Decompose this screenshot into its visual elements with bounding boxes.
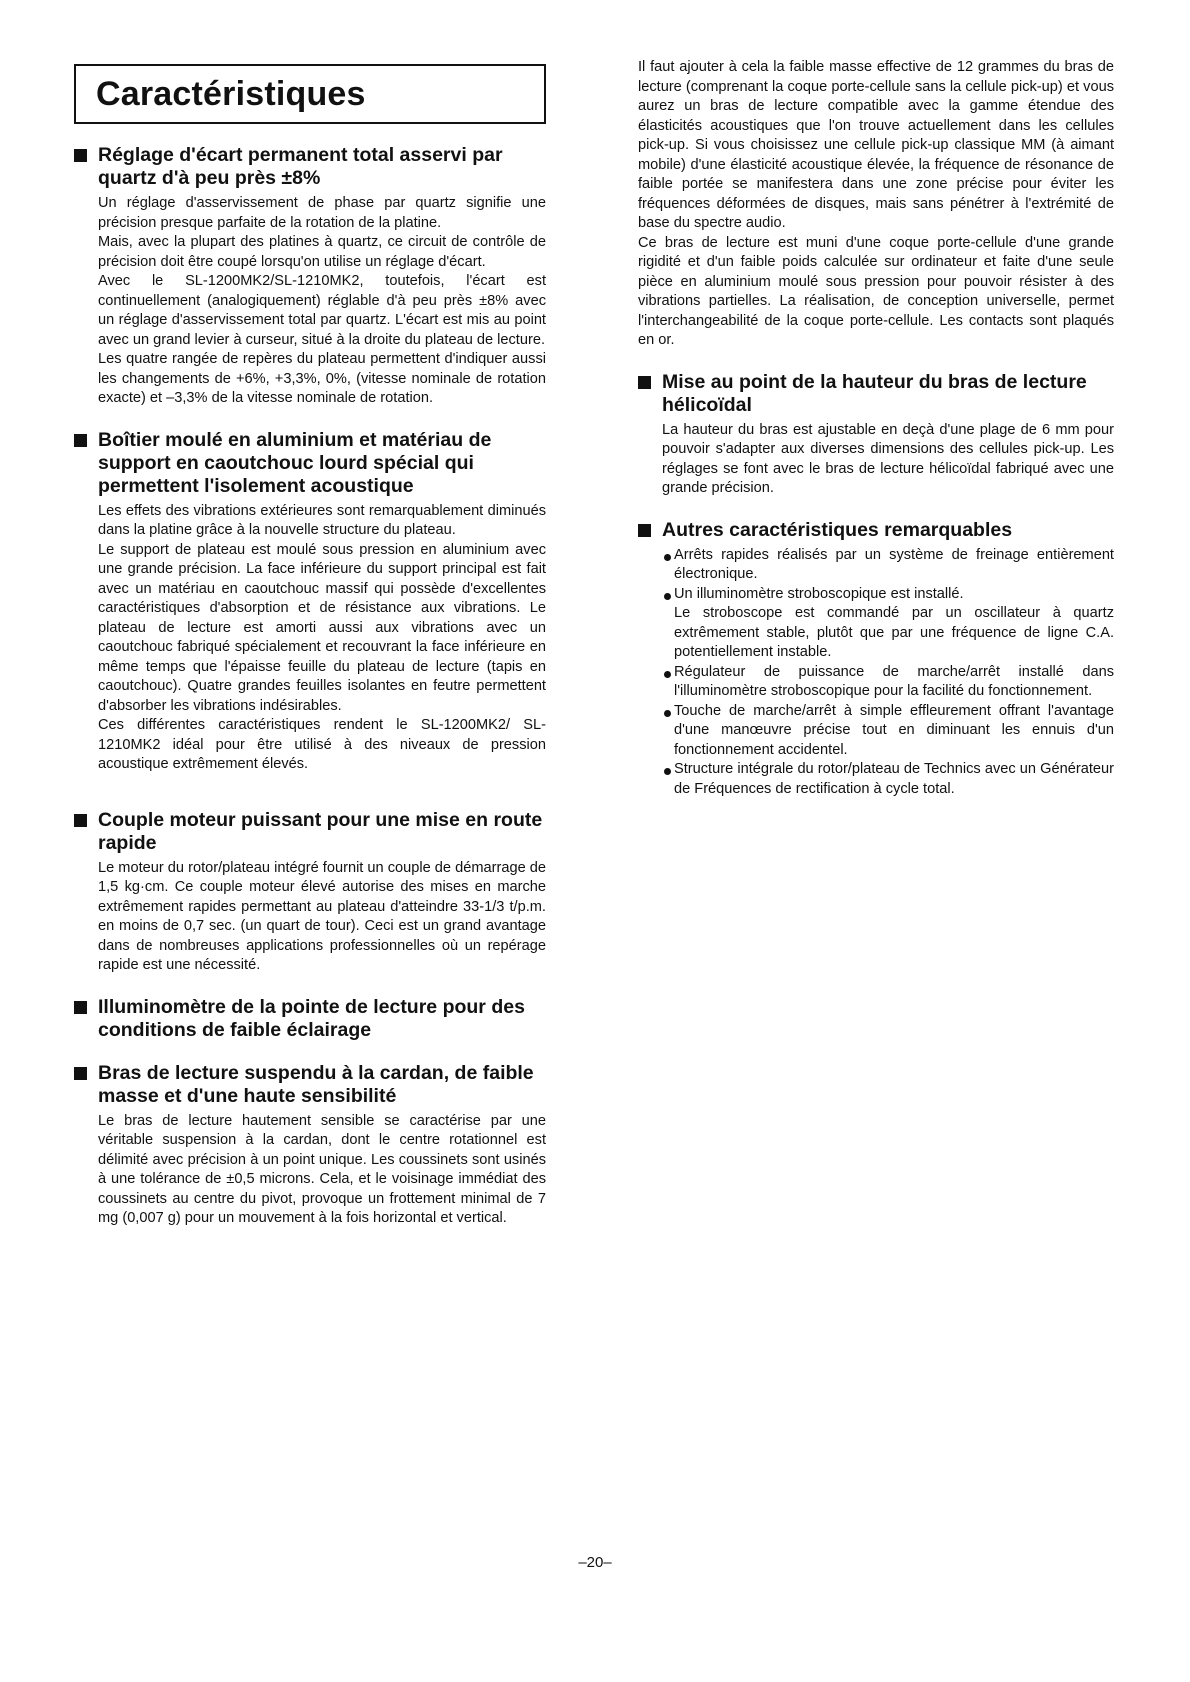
right-column	[638, 58, 1114, 819]
paragraph: Ce bras de lecture est muni d'une coque porte-cellule d'une grande rigidité et d'un faible poids calculée sur ordinateur et faite d'une seule pièce en aluminium moulé sous pression pour pouvoir résister à des vibrations partielles. La réalisation, de conception universelle, permet l'interchangeabilité de la coque porte-cellule. Les contacts sont plaqués en or.	[638, 234, 1114, 348]
dot-bullet-icon	[664, 710, 671, 717]
paragraph: Le support de plateau est moulé sous pression en aluminium avec une grande précision. La face inférieure du support principal est fait avec un matériau en caoutchouc massif qui possède d'excellentes caractéristiques d'absorption et de résistance aux vibrations. Le plateau de lecture est amorti aussi aux vibrations avec un caoutchouc fabriqué spécialement et recouvrant la face inférieure en même temps que l'épaisse feuille du plateau de lecture (tapis en caoutchouc). Quatre grandes feuilles isolantes en feutre permettent d'absorber les vibrations indésirables.	[98, 541, 546, 714]
square-bullet-icon	[638, 524, 651, 537]
section-body	[74, 1112, 546, 1229]
section-heading	[638, 519, 1114, 542]
section-intro	[638, 58, 1114, 351]
paragraph: Les quatre rangée de repères du plateau permettent d'indiquer aussi les changements de +6%, +3,3%, 0%, (vitesse nominale de rotation exacte) et –3,3% de la vitesse nominale de rotation.	[98, 351, 546, 406]
section-heading	[638, 371, 1114, 417]
paragraph: Mais, avec la plupart des platines à quartz, ce circuit de contrôle de précision doit être coupé lorsqu'on utilise un réglage d'écart.	[98, 234, 546, 270]
square-bullet-icon	[74, 149, 87, 162]
page-number: –20–	[578, 1554, 612, 1571]
section-heading	[74, 429, 546, 498]
section-heading	[74, 144, 546, 190]
dot-bullet-icon	[664, 554, 671, 561]
heading-text: Illuminomètre de la pointe de lecture pour des conditions de faible éclairage	[98, 995, 525, 1041]
square-bullet-icon	[74, 434, 87, 447]
square-bullet-icon	[74, 814, 87, 827]
section-illuminator	[74, 996, 546, 1042]
paragraph: Les effets des vibrations extérieures sont remarquablement diminués dans la platine grâce à la nouvelle structure du plateau.	[98, 502, 546, 538]
list-item: Touche de marche/arrêt à simple effleurement offrant l'avantage d'une manœuvre précise tout en diminuant les ennuis d'un fonctionnement accidentel.	[638, 702, 1114, 761]
section-heading	[74, 809, 546, 855]
paragraph: Le bras de lecture hautement sensible se caractérise par une véritable suspension à la cardan, dont le centre rotationnel est délimité avec précision à un point unique. Les coussinets sont usinés à une tolérance de ±0,5 microns. Cela, et le voisinage immédiat des coussinets au centre du pivot, provoque un frottement minimal de 7 mg (0,007 g) pour un mouvement à la fois horizontal et vertical.	[98, 1112, 546, 1226]
section-height-adjust	[638, 371, 1114, 499]
heading-text: Mise au point de la hauteur du bras de lecture hélicoïdal	[662, 370, 1087, 416]
dot-bullet-icon	[664, 768, 671, 775]
list-item: Structure intégrale du rotor/plateau de Technics avec un Générateur de Fréquences de rectification à cycle total.	[638, 760, 1114, 799]
dot-bullet-icon	[664, 593, 671, 600]
section-body	[74, 502, 546, 775]
square-bullet-icon	[74, 1067, 87, 1080]
paragraph: Le moteur du rotor/plateau intégré fournit un couple de démarrage de 1,5 kg·cm. Ce couple moteur élevé autorise des mises en marche extrêmement rapides permettant au plateau d'atteindre 33-1/3 t/p.m. en moins de 0,7 sec. (un quart de tour). Ceci est un grand avantage dans de nombreuses applications professionnelles où un repérage rapide est une nécessité.	[98, 859, 546, 973]
section-heading	[74, 1062, 546, 1108]
dot-bullet-icon	[664, 671, 671, 678]
section-quartz-pitch	[74, 144, 546, 409]
section-cabinet	[74, 429, 546, 775]
section-heading	[74, 996, 546, 1042]
paragraph: Il faut ajouter à cela la faible masse effective de 12 grammes du bras de lecture (comprenant la coque porte-cellule sans la cellule pick-up) et vous aurez un bras de lecture compatible avec la gamme étendue des élasticités acoustiques que l'on trouve actuellement dans les cellules pick-up. Si vous choisissez une cellule pick-up classique MM (à aimant mobile) d'une élasticité acoustique élevée, la fréquence de résonance de faible portée se manifestera dans une zone précise pour éviter les fréquences déformées de disques, mais sans pénétrer à l'extrémité de base du spectre audio.	[638, 59, 1114, 231]
list-item: Arrêts rapides réalisés par un système de freinage entièrement électronique.	[638, 546, 1114, 585]
heading-text: Autres caractéristiques remarquables	[662, 518, 1013, 541]
section-body	[74, 859, 546, 976]
left-column	[74, 58, 546, 1249]
feature-list	[638, 546, 1114, 800]
paragraph: La hauteur du bras est ajustable en deçà d'une plage de 6 mm pour pouvoir s'adapter aux diverses dimensions des cellules pick-up. Les réglages se font avec le bras de lecture hélicoïdal fabriqué avec une grande précision.	[662, 421, 1114, 496]
section-other-features	[638, 519, 1114, 800]
section-torque	[74, 809, 546, 976]
heading-text: Réglage d'écart permanent total asservi par quartz d'à peu près ±8%	[98, 144, 503, 189]
section-body	[74, 194, 546, 409]
paragraph: Un réglage d'asservissement de phase par quartz signifie une précision presque parfaite de la rotation de la platine.	[98, 195, 546, 231]
paragraph: Ces différentes caractéristiques rendent le SL-1200MK2/ SL-1210MK2 idéal pour être utilisé à des niveaux de pression acoustique extrêmement élevés.	[98, 717, 546, 772]
square-bullet-icon	[74, 1001, 87, 1014]
paragraph: Avec le SL-1200MK2/SL-1210MK2, toutefois, l'écart est continuellement (analogiquement) réglable d'à peu près ±8% avec un réglage d'asservissement total par quartz. L'écart est mis au point avec un grand levier à curseur, situé à la droite du plateau de lecture.	[98, 273, 546, 348]
list-item: Un illuminomètre stroboscopique est installé. Le stroboscope est commandé par un oscillateur à quartz extrêmement stable, plutôt que par une fréquence de ligne C.A. potentiellement instable.	[638, 585, 1114, 663]
list-item: Régulateur de puissance de marche/arrêt installé dans l'illuminomètre stroboscopique pour la facilité du fonctionnement.	[638, 663, 1114, 702]
section-tonearm	[74, 1062, 546, 1229]
section-body	[638, 421, 1114, 499]
heading-text: Boîtier moulé en aluminium et matériau de support en caoutchouc lourd spécial qui permettent l'isolement acoustique	[98, 428, 492, 497]
title-box	[74, 64, 546, 124]
heading-text: Couple moteur puissant pour une mise en route rapide	[98, 808, 543, 854]
square-bullet-icon	[638, 376, 651, 389]
page-title: Caractéristiques	[96, 74, 366, 113]
heading-text: Bras de lecture suspendu à la cardan, de faible masse et d'une haute sensibilité	[98, 1061, 534, 1107]
